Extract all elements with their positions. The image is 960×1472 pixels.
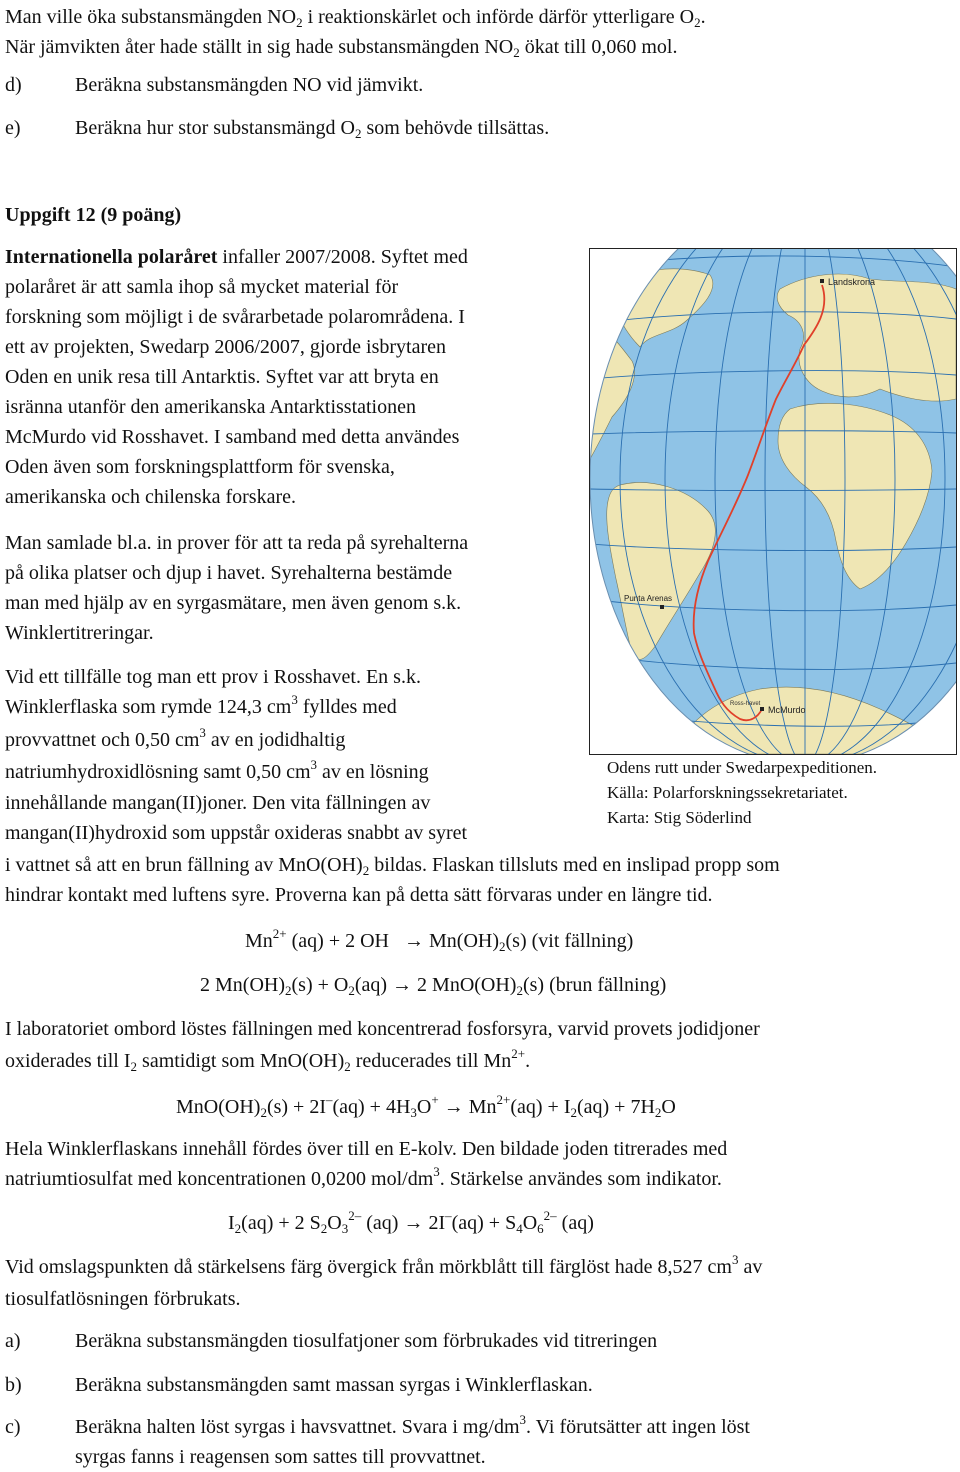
intro-line-2: När jämvikten åter hade ställt in sig hade substansmängden $NO_2$ ökat till 0,060 mol. — [5, 36, 678, 60]
para2-line: på olika platser och djup i havet. Syrehalterna bestämde — [5, 562, 453, 584]
question-c: c) Beräkna halten löst syrgas i havsvattnet. Svara i $mg/dm^3$. Vi förutsätter att ingen löst — [5, 1412, 750, 1438]
para5-line: Hela Winklerflaskans innehåll fördes över till en E-kolv. Den bildade joden titrerades med — [5, 1138, 728, 1160]
para6-line: Vid omslagspunkten då stärkelsens färg övergick från mörkblått till färglöst hade 8,527 $cm^3$ av — [5, 1252, 763, 1278]
task-heading: Uppgift 12 (9 poäng) — [5, 204, 182, 226]
para2-line: Man samlade bl.a. in prover för att ta reda på syrehalterna — [5, 532, 469, 554]
label-rosshavet: Ross-havet — [730, 701, 761, 707]
map-credit: Karta: Stig Söderlind — [607, 808, 752, 827]
para1-line: Oden en unik resa till Antarktis. Syftet var att bryta en — [5, 366, 439, 388]
para1-line: ett av projekten, Swedarp 2006/2007, gjorde isbrytaren — [5, 336, 446, 358]
para3-line: i vattnet så att en brun fällning av $MnO(OH)_2$ bildas. Flaskan tillsluts med en inslipad propp som — [5, 854, 780, 878]
label-landskrona: Landskrona — [828, 277, 876, 287]
para3-line: Vid ett tillfälle tog man ett prov i Rosshavet. En s.k. — [5, 666, 421, 688]
para1-line: Internationella polaråret infaller 2007/2008. Syftet med — [5, 246, 468, 268]
label-mcmurdo: McMurdo — [768, 705, 806, 715]
para2-line: Winklertitreringar. — [5, 622, 154, 644]
intro-line-1: Man ville öka substansmängden $NO_2$ i reaktionskärlet och införde därför ytterligare $O_2$. — [5, 6, 706, 30]
label-punta-arenas: Punta Arenas — [624, 594, 673, 603]
route-map — [589, 248, 957, 755]
para4-line: I laboratoriet ombord löstes fällningen med koncentrerad fosforsyra, varvid provets jodidjoner — [5, 1018, 760, 1040]
question-e: e) Beräkna hur stor substansmängd $O_2$ som behövde tillsättas. — [5, 117, 550, 141]
question-c-cont: syrgas fanns i reagensen som sattes till provvattnet. — [75, 1446, 486, 1468]
para3-line: natriumhydroxidlösning samt 0,50 $cm^3$ av en lösning — [5, 757, 429, 783]
equation-1: $Mn^{2+}$ (aq) + 2 OH → $Mn(OH)_2(s)$ (vit fällning) — [245, 926, 634, 954]
marker-landskrona — [820, 279, 824, 283]
para3-line: hindrar kontakt med luftens syre. Proverna kan på detta sätt förvaras under en längre tid. — [5, 884, 713, 906]
map-caption: Odens rutt under Swedarpexpeditionen. — [607, 758, 878, 777]
para3-line: Winklerflaska som rymde 124,3 $cm^3$ fylldes med — [5, 692, 397, 718]
map-source: Källa: Polarforskningssekretariatet. — [607, 783, 848, 802]
para4-line: oxiderades till $I_2$ samtidigt som $MnO(OH)_2$ reducerades till $Mn^{2+}$. — [5, 1046, 531, 1074]
para3-line: provvattnet och 0,50 $cm^3$ av en jodidhaltig — [5, 725, 346, 751]
para5-line: natriumtiosulfat med koncentrationen 0,0200 mol/$dm^3$. Stärkelse användes som indikator. — [5, 1164, 722, 1190]
para1-line: isränna utanför den amerikanska Antarktisstationen — [5, 396, 416, 418]
question-a: a) Beräkna substansmängden tiosulfatjoner som förbrukades vid titreringen — [5, 1330, 658, 1352]
para1-line: polaråret är att samla ihop så mycket material för — [5, 276, 399, 298]
marker-punta-arenas — [660, 605, 664, 609]
para1-line: amerikanska och chilenska forskare. — [5, 486, 296, 508]
para1-line: forskning som möjligt i de svårarbetade polarområdena. I — [5, 306, 465, 328]
para3-line: mangan(II)hydroxid som uppstår oxideras snabbt av syret — [5, 822, 468, 844]
para6-line: tiosulfatlösningen förbrukats. — [5, 1288, 241, 1310]
equation-4: $I_2(aq) + 2$ $S_2O_3^{2-}$ $(aq) \to 2I^-(aq) + S_4O_6^{2-}$ (aq) — [228, 1208, 594, 1236]
question-d: d) Beräkna substansmängden NO vid jämvikt. — [5, 74, 424, 96]
para1-line: Oden även som forskningsplattform för svenska, — [5, 456, 395, 478]
equation-3: $MnO(OH)_2(s) + 2I^-(aq) + 4H_3O^+ \to Mn^{2+}(aq) + I_2(aq) + 7H_2O$ — [176, 1092, 676, 1120]
map-svg — [590, 249, 956, 754]
question-b: b) Beräkna substansmängden samt massan syrgas i Winklerflaskan. — [5, 1374, 593, 1396]
para2-line: man med hjälp av en syrgasmätare, men även genom s.k. — [5, 592, 462, 614]
para1-line: McMurdo vid Rosshavet. I samband med detta användes — [5, 426, 460, 448]
para3-line: innehållande mangan(II)joner. Den vita fällningen av — [5, 792, 431, 814]
marker-mcmurdo — [760, 707, 764, 711]
equation-2: 2 $Mn(OH)_2(s) + O_2(aq) \to 2$ $MnO(OH)_2(s)$ (brun fällning) — [200, 974, 667, 998]
